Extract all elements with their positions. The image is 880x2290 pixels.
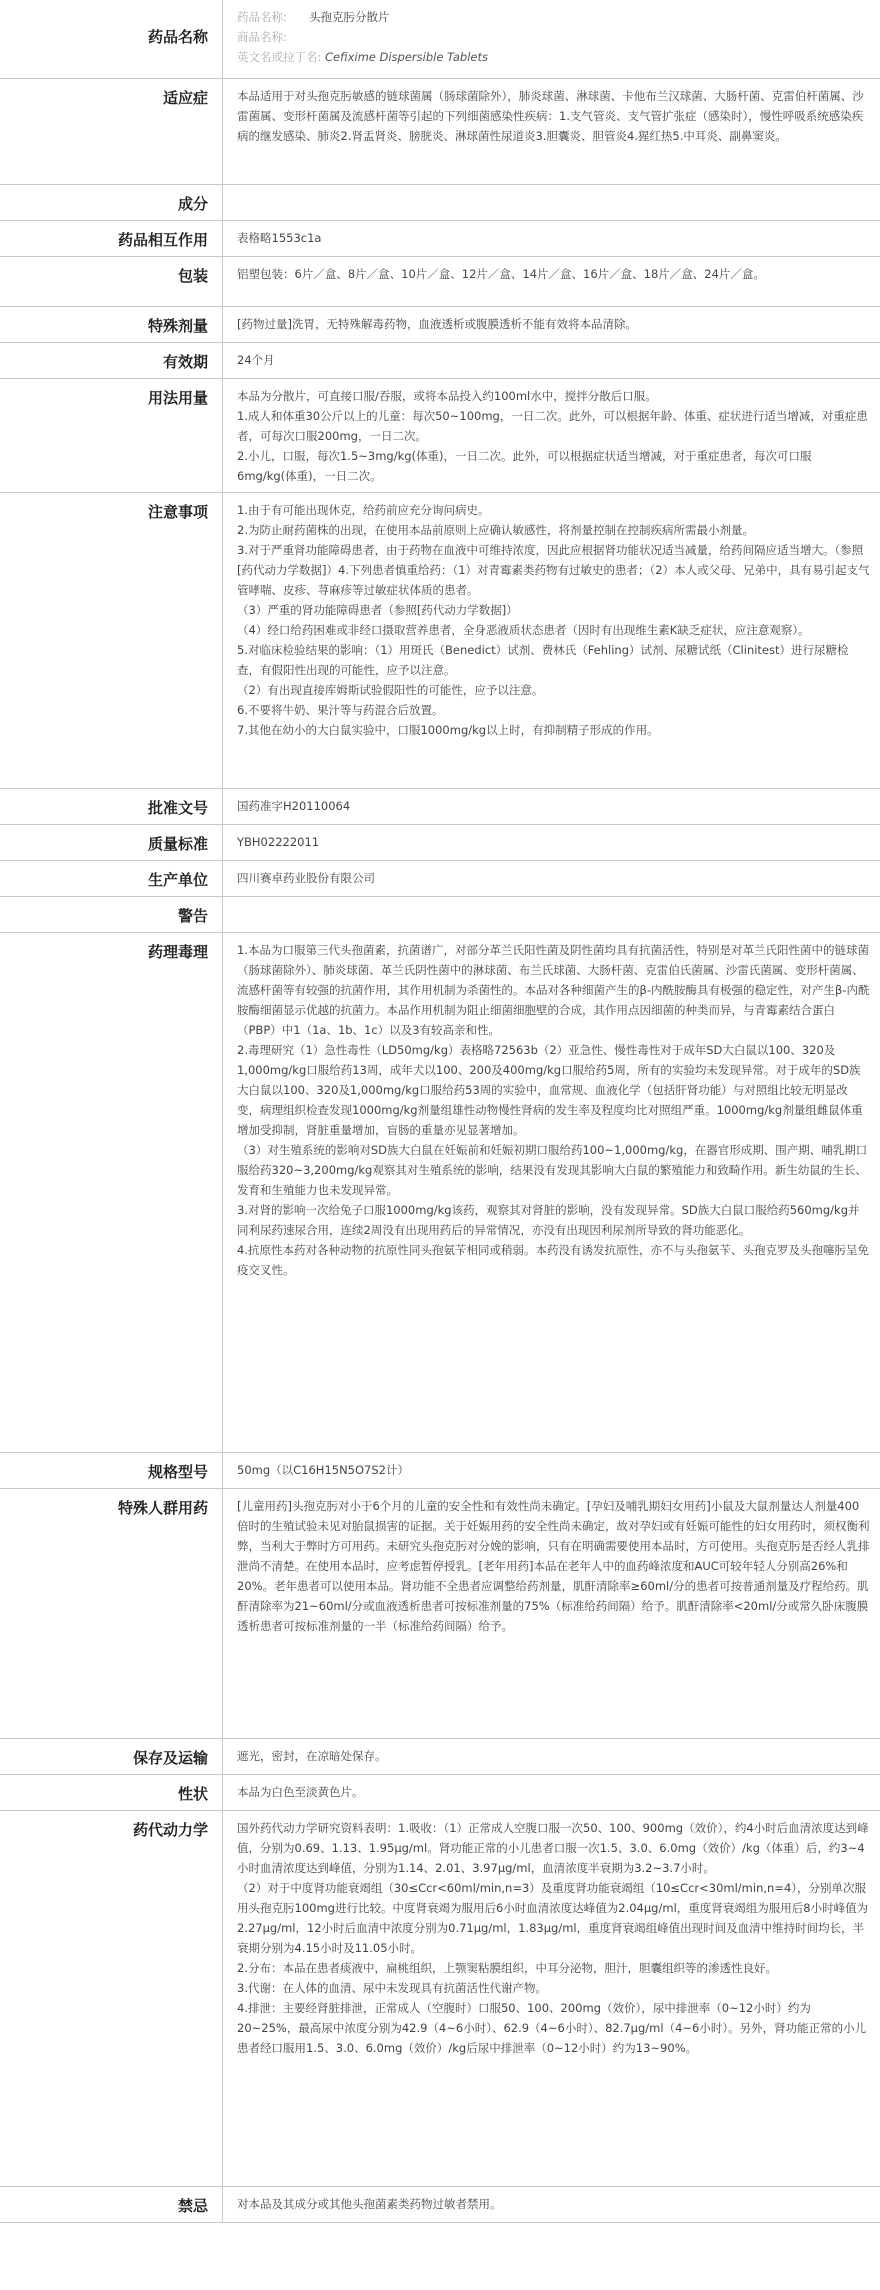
overdose-text: [药物过量]洗胃，无特殊解毒药物，血液透析或腹膜透析不能有效将本品清除。: [223, 306, 880, 342]
row-pharmacokinetics: [0, 1810, 880, 2186]
precautions-paragraph: （4）经口给药困难或非经口摄取营养患者，全身恶液质状态患者（因时有出现维生素K缺乏症状，应注意观察）。: [237, 622, 810, 637]
label-interactions: 药品相互作用: [0, 220, 223, 256]
precautions-text: [223, 492, 880, 788]
row-dosage: [0, 378, 880, 492]
label-special-populations: 特殊人群用药: [0, 1488, 223, 1738]
pk-paragraph: 3.代谢：在人体的血清、尿中未发现具有抗菌活性代谢产物。: [237, 1980, 547, 1995]
generic-name-value: 头孢克肟分散片: [309, 10, 390, 24]
precautions-paragraph: 6.不要将牛奶、果汁等与药混合后放置。: [237, 702, 444, 717]
pharmtox-text: [223, 932, 880, 1452]
warning-text: [223, 896, 880, 932]
dosage-text: [223, 378, 880, 492]
pharmacokinetics-text: [223, 1810, 880, 2186]
special-populations-text: [儿童用药]头孢克肟对小于6个月的儿童的安全性和有效性尚未确定。[孕妇及哺乳期妇女用药]小鼠及大鼠剂量达人剂量400倍时的生殖试验未见对胎鼠损害的证据。关于妊娠用药的安全性尚未确定，故对孕妇或有妊娠可能性的妇女用药时，须权衡利弊，当利大于弊时方可用药。未研究头孢克肟对分娩的影响，只有在明确需要使用本品时，方可使用。头孢克肟是否经人乳排泄尚不清楚。在使用本品时，应考虑暂停授乳。[老年用药]本品在老年人中的血药峰浓度和AUC可较年轻人分别高26%和20%。老年患者可以使用本品。肾功能不全患者应调整给药剂量，肌酐清除率≥60ml/分的患者可按普通剂量及疗程给药。肌酐清除率为21~60ml/分或血液透析患者可按标准剂量的75%（标准给药间隔）给予。肌酐清除率<20ml/分或常久卧床腹膜透析患者可按标准剂量的一半（标准给药间隔）给予。: [223, 1488, 880, 1738]
row-pharmtox: [0, 932, 880, 1452]
trade-name-key: 商品名称:: [237, 30, 287, 44]
properties-text: 本品为白色至淡黄色片。: [223, 1774, 880, 1810]
precautions-paragraph: （2）有出现直接库姆斯试验假阳性的可能性，应予以注意。: [237, 682, 544, 697]
label-pharmtox: 药理毒理: [0, 932, 223, 1452]
row-interactions: [0, 220, 880, 256]
row-storage: [0, 1738, 880, 1774]
row-standard: [0, 824, 880, 860]
label-precautions: 注意事项: [0, 492, 223, 788]
row-approval: [0, 788, 880, 824]
row-properties: [0, 1774, 880, 1810]
composition-text: [223, 184, 880, 220]
dosage-paragraph: 1.成人和体重30公斤以上的儿童：每次50~100mg，一日二次。此外，可以根据年龄、体重、症状进行适当增减，对重症患者，可每次口服200mg，一日二次。: [237, 408, 868, 443]
label-properties: 性状: [0, 1774, 223, 1810]
pk-paragraph: 4.排泄：主要经肾脏排泄，正常成人（空腹时）口服50、100、200mg（效价），尿中排泄率（0~12小时）约为20~25%，最高尿中浓度分别为42.9（4~6小时）、62.9（4~6小时）、82.7μg/ml（4~6小时）。另外，肾功能正常的小儿患者经口服用1.5、3.0、6.0mg（效价）/kg后尿中排泄率（0~12小时）约为13~90%。: [237, 2000, 867, 2055]
spec-text: 50mg（以C16H15N5O7S2计）: [223, 1452, 880, 1488]
precautions-paragraph: 7.其他在幼小的大白鼠实验中，口服1000mg/kg以上时，有抑制精子形成的作用。: [237, 722, 659, 737]
pharmtox-paragraph: 3.对肾的影响一次给兔子口服1000mg/kg该药，观察其对肾脏的影响，没有发现异常。SD族大白鼠口服给药560mg/kg并同利尿药速尿合用，连续2周没有出现用药后的异常情况，亦没有出现因利尿剂所导致的肾功能恶化。: [237, 1202, 860, 1237]
label-contraindications: 禁忌: [0, 2186, 223, 2222]
precautions-paragraph: 1.由于有可能出现休克，给药前应充分询问病史。: [237, 502, 490, 517]
precautions-paragraph: 2.为防止耐药菌株的出现，在使用本品前原则上应确认敏感性，将剂量控制在控制疾病所需最小剂量。: [237, 522, 754, 537]
precautions-paragraph: （3）严重的肾功能障碍患者（参照[药代动力学数据]）: [237, 602, 518, 617]
validity-text: 24个月: [223, 342, 880, 378]
row-validity: [0, 342, 880, 378]
generic-name-key: 药品名称:: [237, 10, 287, 24]
label-manufacturer: 生产单位: [0, 860, 223, 896]
pharmtox-paragraph: （3）对生殖系统的影响对SD族大白鼠在妊娠前和妊娠初期口服给药100~1,000mg/kg，在器官形成期、围产期、哺乳期口服给药320~3,200mg/kg观察其对生殖系统的影响，结果没有发现其影响大白鼠的繁殖能力和致畸作用。新生幼鼠的生长、发育和生殖能力也未发现异常。: [237, 1142, 868, 1197]
english-name-key: 英文名或拉丁名:: [237, 50, 322, 64]
storage-text: 遮光，密封，在凉暗处保存。: [223, 1738, 880, 1774]
pk-paragraph: 国外药代动力学研究资料表明：1.吸收：（1）正常成人空腹口服一次50、100、900mg（效价），约4小时后血清浓度达到峰值，分别为0.69、1.13、1.95μg/ml。肾功能正常的小儿患者口服一次1.5、3.0、6.0mg（效价）/kg（体重）后，约3~4小时血清浓度达到峰值，分别为1.14、2.01、3.97μg/ml，血清浓度半衰期为3.2~3.7小时。: [237, 1820, 869, 1875]
contraindications-text: 对本品及其成分或其他头孢菌素类药物过敏者禁用。: [223, 2186, 880, 2222]
row-composition: [0, 184, 880, 220]
manufacturer-text: 四川赛卓药业股份有限公司: [223, 860, 880, 896]
approval-text: 国药准字H20110064: [223, 788, 880, 824]
interactions-text: 表格略1553c1a: [223, 220, 880, 256]
precautions-paragraph: 5.对临床检验结果的影响：（1）用斑氏（Benedict）试剂、费林氏（Fehling）试剂、尿糖试纸（Clinitest）进行尿糖检查，有假阳性出现的可能性，应予以注意。: [237, 642, 849, 677]
indications-text: 本品适用于对头孢克肟敏感的链球菌属（肠球菌除外），肺炎球菌、淋球菌、卡他布兰汉球菌、大肠杆菌、克雷伯杆菌属、沙雷菌属、变形杆菌属及流感杆菌等引起的下列细菌感染性疾病：1.支气管炎、支气管扩张症（感染时），慢性呼吸系统感染疾病的继发感染、肺炎2.肾盂肾炎、膀胱炎、淋球菌性尿道炎3.胆囊炎、胆管炎4.猩红热5.中耳炎、副鼻窦炎。: [223, 78, 880, 184]
label-storage: 保存及运输: [0, 1738, 223, 1774]
row-packaging: [0, 256, 880, 306]
row-drug-name: [0, 0, 880, 78]
dosage-paragraph: 2.小儿，口服，每次1.5~3mg/kg(体重)，一日二次。此外，可以根据症状适当增减，对于重症患者，每次可口服6mg/kg(体重)，一日二次。: [237, 448, 812, 483]
label-spec: 规格型号: [0, 1452, 223, 1488]
label-overdose: 特殊剂量: [0, 306, 223, 342]
precautions-paragraph: 3.对于严重肾功能障碍患者，由于药物在血液中可维持浓度，因此应根据肾功能状况适当减量，给药间隔应适当增大。（参照[药代动力学数据]）4.下列患者慎重给药：（1）对青霉素类药物有过敏史的患者；（2）本人或父母、兄弟中，具有易引起支气管哮喘、皮疹、荨麻疹等过敏症状体质的患者。: [237, 542, 870, 597]
label-composition: 成分: [0, 184, 223, 220]
packaging-text: 铝塑包装：6片／盒、8片／盒、10片／盒、12片／盒、14片／盒、16片／盒、18片／盒、24片／盒。: [223, 256, 880, 306]
label-indications: 适应症: [0, 78, 223, 184]
label-pharmacokinetics: 药代动力学: [0, 1810, 223, 2186]
row-spec: [0, 1452, 880, 1488]
english-name-value: Cefixime Dispersible Tablets: [325, 50, 488, 64]
pk-paragraph: 2.分布：本品在患者痰液中，扁桃组织，上颚窦粘膜组织，中耳分泌物，胆汁，胆囊组织等的渗透性良好。: [237, 1960, 777, 1975]
dosage-paragraph: 本品为分散片，可直接口服/吞服，或将本品投入约100ml水中，搅拌分散后口服。: [237, 388, 657, 403]
row-precautions: [0, 492, 880, 788]
pharmtox-paragraph: 1.本品为口服第三代头孢菌素，抗菌谱广，对部分革兰氏阳性菌及阴性菌均具有抗菌活性，特别是对革兰氏阳性菌中的链球菌（肠球菌除外）、肺炎球菌、革兰氏阴性菌中的淋球菌、布兰氏球菌、大肠杆菌、克雷伯氏菌属、沙雷氏菌属、变形杆菌属、流感杆菌等有较强的抗菌作用，其作用机制为杀菌性的。本品对各种细菌产生的β-内酰胺酶具有极强的稳定性，对产生β-内酰胺酶细菌显示优越的抗菌力。本品作用机制为阻止细菌细胞壁的合成，其作用点因细菌的种类而异，与青霉素结合蛋白（PBP）中1（1a、1b、1c）以及3有较高亲和性。: [237, 942, 870, 1037]
pk-paragraph: （2）对于中度肾功能衰竭组（30≤Ccr<60ml/min,n=3）及重度肾功能衰竭组（10≤Ccr<30ml/min,n=4），分别单次服用头孢克肟100mg进行比较。中度肾衰竭为服用后6小时血清浓度达峰值为2.04μg/ml，重度肾衰竭组为服用后8小时峰值为2.27μg/ml，12小时后血清中浓度分别为0.71μg/ml，1.83μg/ml，重度肾衰竭组峰值出现时间及血清中维持时间均长，半衰期分别为4.15小时及11.05小时。: [237, 1880, 869, 1955]
pharmtox-paragraph: 2.毒理研究（1）急性毒性（LD50mg/kg）表格略72563b（2）亚急性、慢性毒性对于成年SD大白鼠以100、320及1,000mg/kg口服给药13周，成年犬以100、200及400mg/kg口服给药5周，所有的实验均未发现异常。对于成年的SD族大白鼠以100、320及1,000mg/kg口服给药53周的实验中，血常规、血液化学（包括肝肾功能）与对照组比较无明显改变，病理组织检查发现1000mg/kg剂量组雄性动物慢性肾病的发生率及程度均比对照组严重。1000mg/kg剂量组雌鼠体重增加受抑制，肾脏重量增加，盲肠的重量亦见显著增加。: [237, 1042, 863, 1137]
row-special-populations: [0, 1488, 880, 1738]
row-indications: [0, 78, 880, 184]
row-warning: [0, 896, 880, 932]
row-manufacturer: [0, 860, 880, 896]
drug-name-values: [223, 0, 880, 78]
pharmtox-paragraph: 4.抗原性本药对各种动物的抗原性同头孢氨苄相同或稍弱。本药没有诱发抗原性，亦不与头孢氨苄、头孢克罗及头孢噻肟呈免疫交叉性。: [237, 1242, 869, 1277]
label-validity: 有效期: [0, 342, 223, 378]
label-standard: 质量标准: [0, 824, 223, 860]
label-approval: 批准文号: [0, 788, 223, 824]
label-drug-name: 药品名称: [0, 0, 223, 78]
label-packaging: 包装: [0, 256, 223, 306]
row-overdose: [0, 306, 880, 342]
label-dosage: 用法用量: [0, 378, 223, 492]
label-warning: 警告: [0, 896, 223, 932]
row-contraindications: [0, 2186, 880, 2222]
standard-text: YBH02222011: [223, 824, 880, 860]
